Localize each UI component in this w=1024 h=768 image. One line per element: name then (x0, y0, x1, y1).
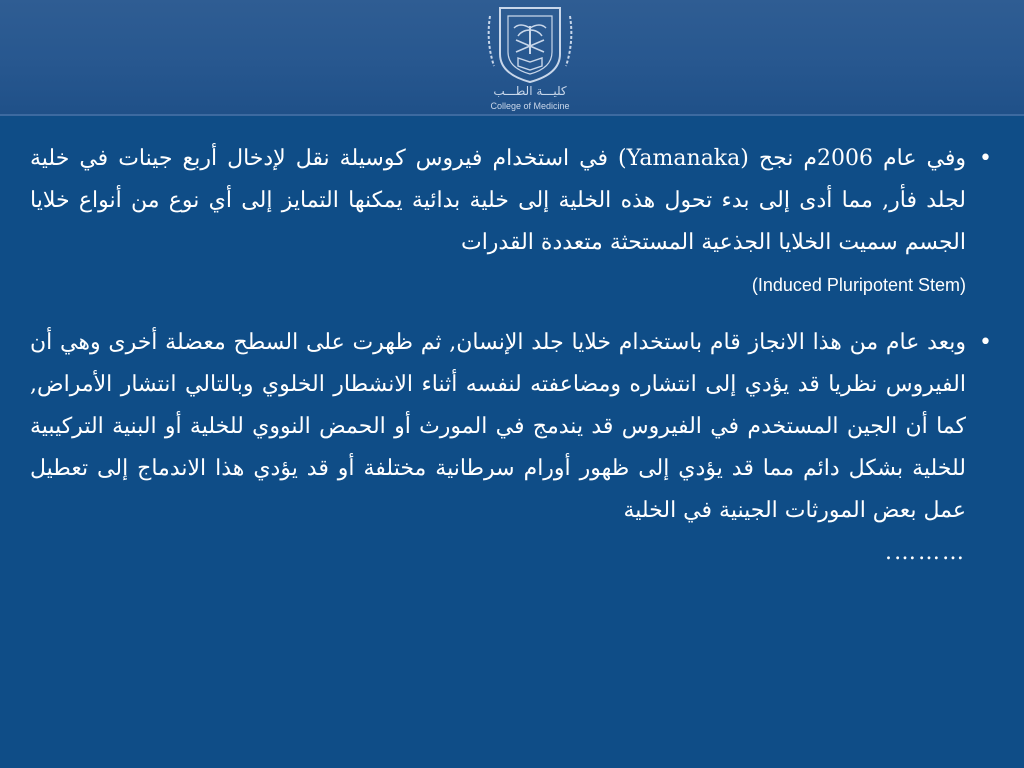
continuation-ellipsis: ………. (885, 540, 966, 565)
logo-caption-english: College of Medicine (490, 101, 570, 111)
slide-content (30, 138, 992, 574)
university-logo (460, 2, 600, 116)
bullet-text: وبعد عام من هذا الانجاز قام باستخدام خلايا جلد الإنسان, ثم ظهرت على السطح معضلة أخرى وهي أن الفيروس نظريا قد يؤدي إلى انتشاره ومضاعفته لنفسه أثناء الانشطار الخلوي وبالتالي انتشار الأمراض, كما أن الجين المستخدم في الفيروس قد يندمج في المورث أو الحمض النووي للخلية أو البنية التركيبية للخلية بشكل دائم مما قد يؤدي إلى ظهور أورام سرطانية مختلفة أو قد يؤدي هذا الاندماج إلى تعطيل عمل بعض المورثات الجينية في الخلية (30, 330, 966, 523)
crest-icon (460, 2, 600, 86)
bullet-marker: • (979, 146, 992, 171)
header-band (0, 0, 1024, 116)
bullet-marker: • (979, 330, 992, 355)
bullet-text: وفي عام 2006م نجح (Yamanaka) في استخدام فيروس كوسيلة نقل لإدخال أربع جينات في خلية لجلد فأر, مما أدى إلى بدء تحول هذه الخلية إلى خلية بدائية يمكنها التمايز إلى أي نوع من أنواع خلايا الجسم سميت الخلايا الجذعية المستحثة متعددة القدرات (30, 146, 966, 255)
logo-caption-arabic: كليـــة الطـــب (493, 84, 567, 98)
bullet-item (30, 138, 992, 264)
bullet-item (30, 322, 992, 574)
term-note: (Induced Pluripotent Stem) (751, 275, 966, 295)
